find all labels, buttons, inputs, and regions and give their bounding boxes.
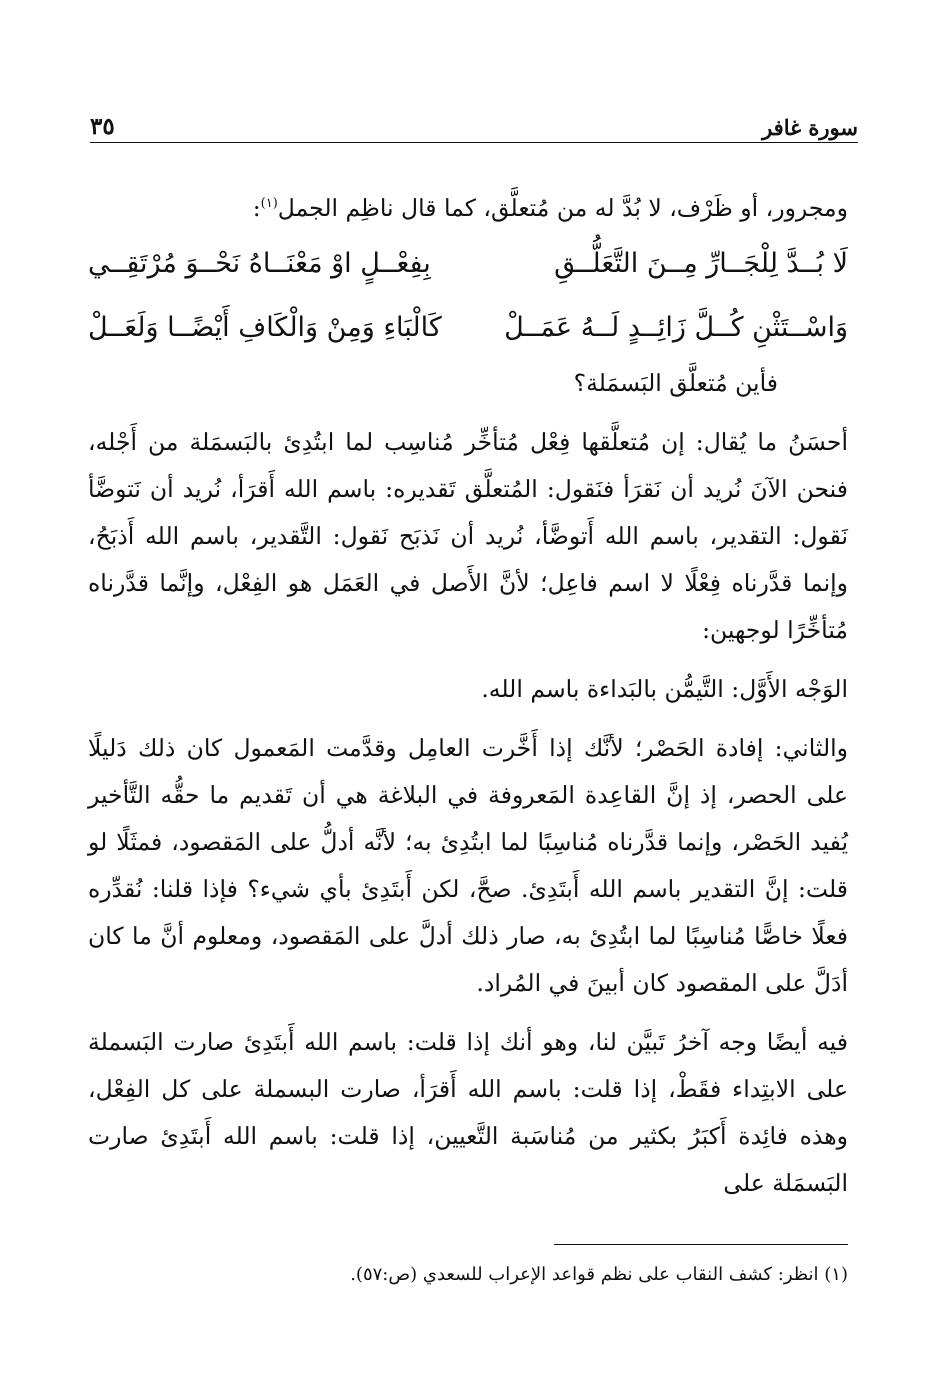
surah-title: سورة غافر (762, 115, 858, 140)
footnote-rule (554, 1244, 848, 1245)
page-number: ٣٥ (90, 113, 115, 140)
verse-line (88, 232, 848, 296)
verse-hemistich-first: لَا بُــدَّ لِلْجَــارِّ مِــنَ التَّعَلُّــقِ (554, 248, 848, 280)
footnote-ref[interactable]: (١) (260, 196, 278, 211)
question-line: فأين مُتعلَّق البَسمَلة؟ (573, 368, 778, 397)
paragraph: أحسَنُ ما يُقال: إن مُتعلَّقها فِعْل مُتأخِّر مُناسِب لما ابتُدِئ بالبَسمَلة من أَجْله، فنحن الآنَ نُريد أن نَقرَأ فنَقول: المُتعلَّق تَقديره: باسم الله أَقرَأ، نُريد أن نَتوضَّأ نَقول: التقدير، باسم الله أَتوضَّأ، نُريد أن نَذبَح نَقول: التَّقدير، باسم الله أَذبَحُ، وإنما قدَّرناه فِعْلًا لا اسم فاعِل؛ لأنَّ الأَصل في العَمَل هو الفِعْل، وإنَّما قدَّرناه مُتأخِّرًا لوجهين: (88, 427, 848, 644)
verse-hemistich-second: كَالْبَاءِ وَمِنْ وَالْكَافِ أَيْضًــا وَلَعَــلْ (88, 312, 442, 344)
paragraph: والثاني: إفادة الحَصْر؛ لأنَّك إذا أَخَّرت العامِل وقدَّمت المَعمول كان ذلك دَليلًا على الحصر، إذ إنَّ القاعِدة المَعروفة في البلاغة هي أن تَقديم ما حقُّه التَّأخير يُفيد الحَصْر، وإنما قدَّرناه مُناسِبًا لما ابتُدِئ به؛ لأنَّه أدلُّ على المَقصود، فمثَلًا لو قلت: إنَّ التقدير باسم الله أَبتَدِئ. صحَّ، لكن أَبتَدِئ بأي شيء؟ فإذا قلنا: نُقدِّره فعلًا خاصًّا مُناسِبًا لما ابتُدِئ به، صار ذلك أدلَّ على المَقصود، ومعلوم أنَّ ما كان أدَلَّ على المقصود كان أبينَ في المُراد. (88, 733, 848, 997)
verse-hemistich-second: بِفِعْــلٍ اوْ مَعْنَــاهُ نَحْــوَ مُرْتَقِــي (88, 248, 431, 280)
verse-hemistich-first: وَاسْــتَثْنِ كُــلَّ زَائِــدٍ لَــهُ عَمَــلْ (504, 312, 848, 344)
main-text (88, 180, 848, 1207)
intro-colon: : (252, 193, 261, 222)
page-header (90, 104, 858, 140)
intro-line (88, 180, 848, 232)
paragraph: فيه أيضًا وجه آخرُ تَبيَّن لنا، وهو أنك إذا قلت: باسم الله أَبتَدِئ صارت البَسملة على الابتِداء فقَطْ، إذا قلت: باسم الله أَقرَأ، صارت البسملة على كل الفِعْل، وهذه فائِدة أَكبَرُ بكثير من مُناسَبة التَّعيين، إذا قلت: باسم الله أَبتَدِئ صارت البَسمَلة على (88, 1027, 848, 1197)
intro-text: ومجرور، أو ظَرْف، لا بُدَّ له من مُتعلَّق، كما قال ناظِم الجمل (277, 193, 848, 222)
verse-line (88, 296, 848, 360)
footnote: (١) انظر: كشف النقاب على نظم قواعد الإعراب للسعدي (ص:٥٧). (350, 1264, 848, 1285)
paragraph: الوَجْه الأَوَّل: التَّيمُّن بالبَداءة باسم الله. (481, 674, 848, 703)
header-rule (90, 142, 858, 143)
